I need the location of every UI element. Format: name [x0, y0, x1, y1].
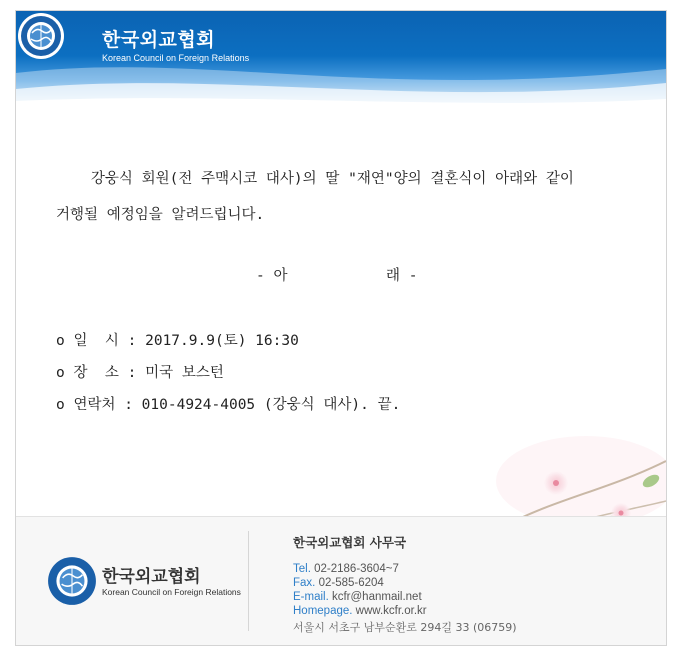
announcement-line-2: 거행될 예정임을 알려드립니다. [56, 207, 265, 223]
cherry-blossom-decoration [436, 421, 666, 531]
homepage-row [293, 605, 427, 617]
section-heading-right: 래 - [386, 268, 418, 284]
announcement-line-1: 강웅식 회원(전 주맥시코 대사)의 딸 "재연"양의 결혼식이 아래와 같이 [56, 171, 574, 187]
detail-datetime: o 일 시 : 2017.9.9(토) 16:30 [56, 333, 299, 349]
tel-row [293, 563, 399, 575]
fax-row [293, 577, 384, 589]
kcfr-footer-logo-icon [46, 555, 98, 607]
header-subtitle: Korean Council on Foreign Relations [102, 53, 250, 63]
homepage-link[interactable]: www.kcfr.or.kr [355, 605, 427, 617]
footer-subtitle: Korean Council on Foreign Relations [102, 587, 241, 597]
letter-frame [15, 10, 667, 646]
address: 서울시 서초구 남부순환로 294길 33 (06759) [293, 621, 517, 634]
kcfr-logo-icon [16, 11, 66, 61]
footer-title: 한국외교협회 [102, 567, 201, 587]
tel-value: 02-2186-3604~7 [314, 563, 399, 575]
footer [16, 516, 666, 646]
tel-label: Tel. [293, 563, 311, 575]
detail-contact: o 연락처 : 010-4924-4005 (강웅식 대사). 끝. [56, 397, 401, 413]
office-name: 한국외교협회 사무국 [293, 535, 407, 550]
header-banner [16, 11, 666, 111]
section-heading-left: - 아 [256, 268, 288, 284]
detail-location: o 장 소 : 미국 보스턴 [56, 365, 224, 381]
fax-value: 02-585-6204 [318, 577, 384, 589]
fax-label: Fax. [293, 577, 316, 589]
footer-divider [248, 531, 249, 631]
header-title: 한국외교협회 [102, 29, 216, 51]
homepage-label: Homepage. [293, 605, 353, 617]
email-link[interactable]: kcfr@hanmail.net [331, 591, 422, 603]
email-label: E-mail. [293, 591, 329, 603]
email-row [293, 591, 422, 603]
